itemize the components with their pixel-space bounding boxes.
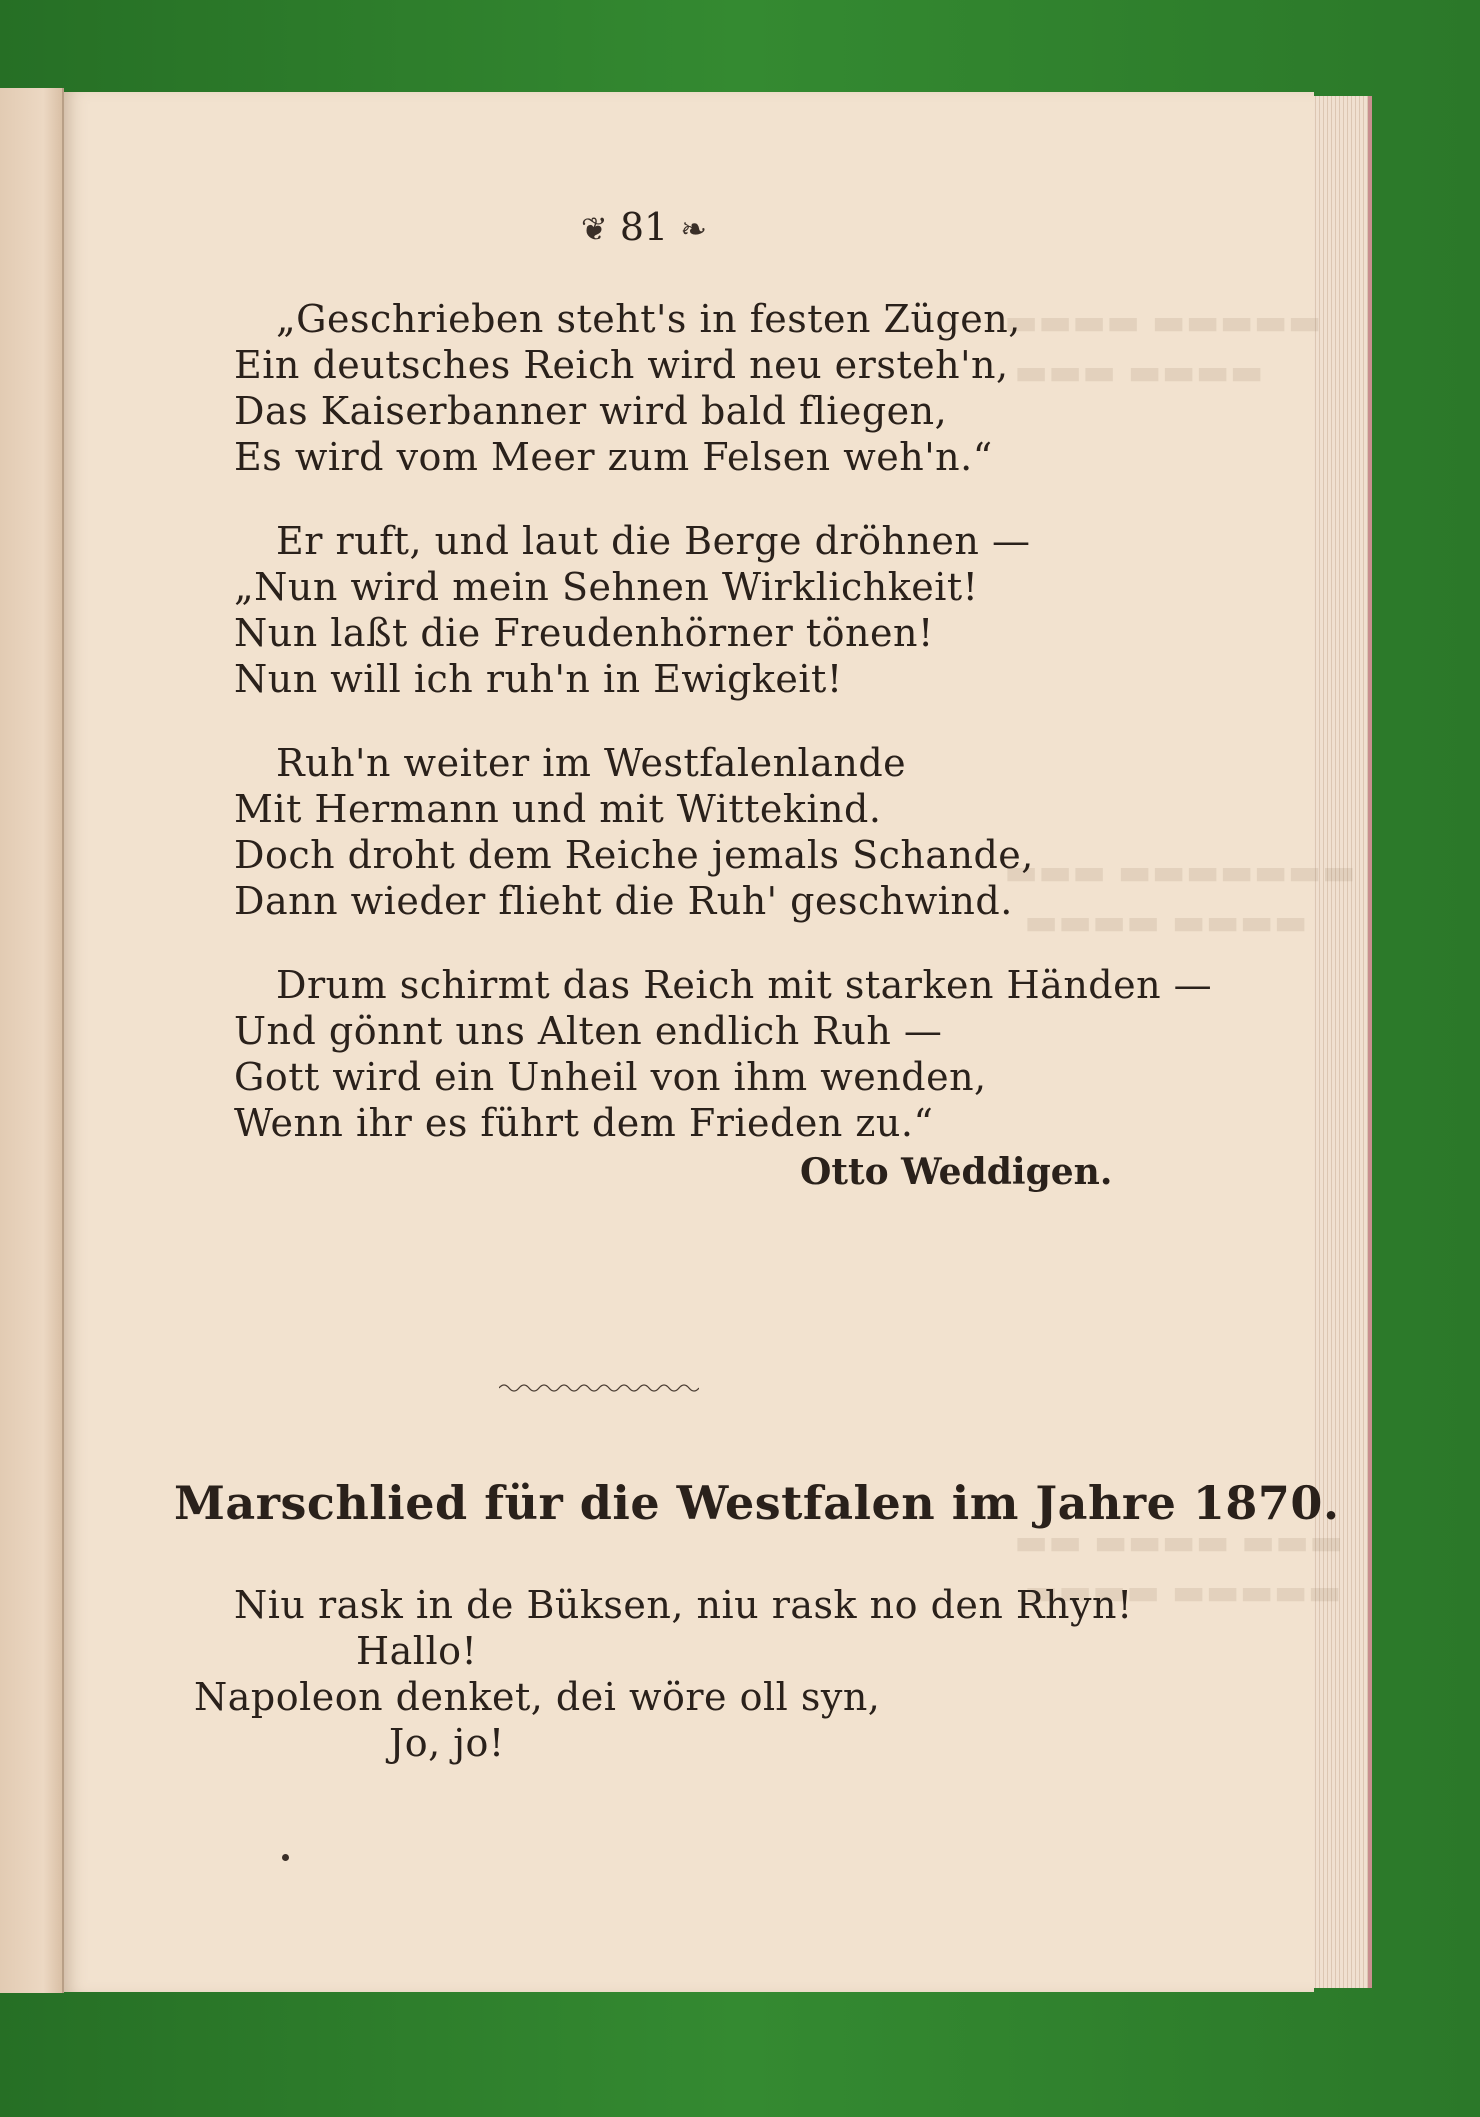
verse-line: Nun laßt die Freudenhörner tönen! bbox=[234, 611, 934, 655]
verse-line: Ein deutsches Reich wird neu ersteh'n, bbox=[234, 343, 1009, 387]
wavy-divider bbox=[499, 1382, 699, 1394]
verse-line: Es wird vom Meer zum Felsen weh'n.“ bbox=[234, 435, 993, 479]
verse-line: Er ruft, und laut die Berge dröhnen — bbox=[276, 519, 1031, 563]
verse-line: Niu rask in de Büksen, niu rask no den Rhyn! bbox=[234, 1583, 1133, 1627]
ink-dot bbox=[282, 1854, 289, 1861]
song-title: Marschlied für die Westfalen im Jahre 1870. bbox=[174, 1476, 1340, 1530]
show-through-text: ▬▬▬▬ ▬▬▬▬▬ bbox=[1004, 302, 1322, 343]
verse-line: Doch droht dem Reiche jemals Schande, bbox=[234, 833, 1034, 877]
show-through-text: ▬▬▬▬ ▬▬▬▬▬ bbox=[1024, 1572, 1342, 1613]
left-page-edge bbox=[0, 88, 64, 1993]
right-ornament-icon: ❧ bbox=[680, 210, 708, 248]
verse-line: Jo, jo! bbox=[389, 1721, 505, 1765]
verse-line: Nun will ich ruh'n in Ewigkeit! bbox=[234, 657, 843, 701]
page-header bbox=[524, 205, 764, 249]
verse-line: Hallo! bbox=[356, 1629, 478, 1673]
verse-line: Ruh'n weiter im Westfalenlande bbox=[276, 741, 907, 785]
verse-line: Dann wieder flieht die Ruh' geschwind. bbox=[234, 879, 1013, 923]
show-through-text: ▬▬▬ ▬▬▬▬▬▬▬ bbox=[1004, 852, 1356, 893]
left-ornament-icon: ❦ bbox=[580, 210, 608, 248]
verse-line: Mit Hermann und mit Wittekind. bbox=[234, 787, 882, 831]
show-through-text: ▬▬▬ ▬▬▬▬ bbox=[1014, 352, 1264, 393]
verse-line: Gott wird ein Unheil von ihm wenden, bbox=[234, 1055, 987, 1099]
show-through-text: ▬▬▬▬ ▬▬▬▬ bbox=[1024, 902, 1308, 943]
verse-line: Wenn ihr es führt dem Frieden zu.“ bbox=[234, 1101, 934, 1145]
page-number: 81 bbox=[619, 205, 669, 249]
verse-line: Das Kaiserbanner wird bald fliegen, bbox=[234, 389, 948, 433]
verse-line: „Nun wird mein Sehnen Wirklichkeit! bbox=[234, 565, 979, 609]
verse-line: „Geschrieben steht's in festen Zügen, bbox=[276, 297, 1021, 341]
verse-line: Drum schirmt das Reich mit starken Händen — bbox=[276, 963, 1213, 1007]
show-through-text: ▬▬ ▬▬▬▬ ▬▬▬ bbox=[1014, 1522, 1344, 1563]
verse-line: Napoleon denket, dei wöre oll syn, bbox=[194, 1675, 881, 1719]
book-page bbox=[64, 92, 1356, 1992]
poem-signature: Otto Weddigen. bbox=[800, 1151, 1113, 1193]
verse-line: Und gönnt uns Alten endlich Ruh — bbox=[234, 1009, 943, 1053]
